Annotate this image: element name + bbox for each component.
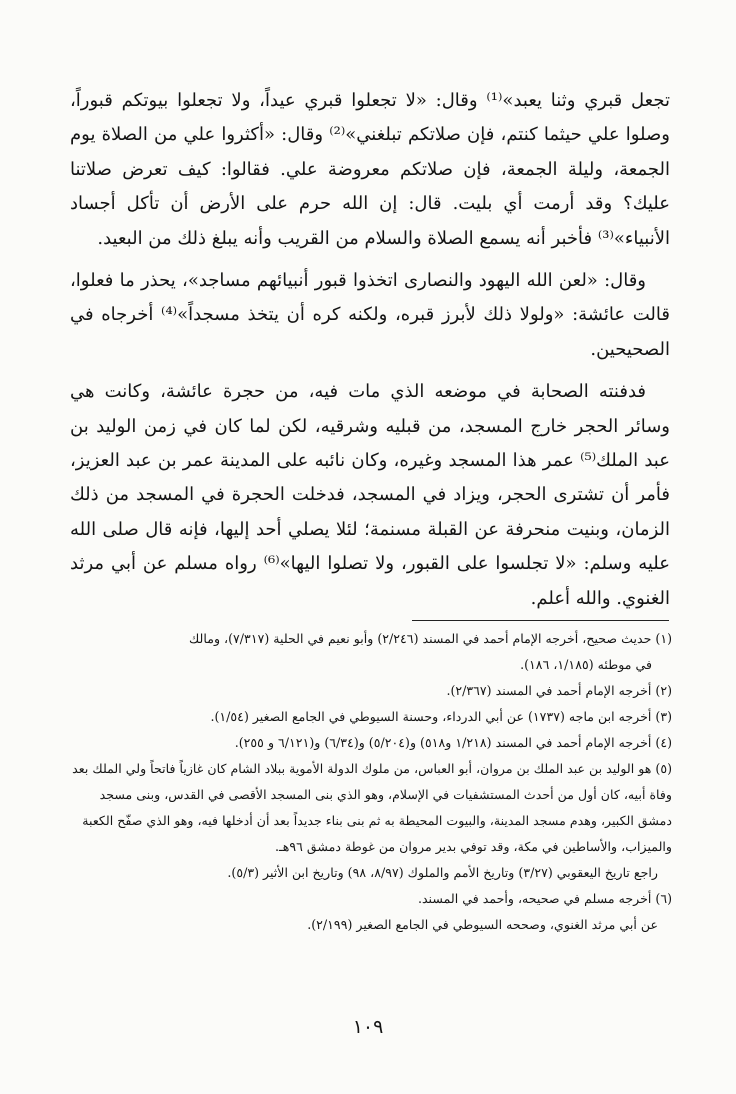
footnote-3: (٣) أخرجه ابن ماجه (١٧٣٧) عن أبي الدرداء، وحسنة السيوطي في الجامع الصغير (١/٥٤).	[210, 709, 672, 724]
footnote-5: (٥) هو الوليد بن عبد الملك بن مروان، أبو العباس، من ملوك الدولة الأموية ببلاد الشام كان غازياً فاتحاً ولي الملك بعد وفاة أبيه، كان أول من أحدث المستشفيات في الإسلام، وهو الذي بنى المسجد الأقصى في القدس، وبنى مسجد دمشق الكبير، وهدم مسجد المدينة، والبيوت المحيطة به ثم بنى بناء جديداً بعد أن أدخلها فيه، وهو الذي صفّح الكعبة والميزاب، والأساطين في مكة، وقد توفي بدير مروان من غوطة دمشق ٩٦هـ.	[72, 761, 672, 854]
main-text	[70, 84, 670, 616]
footnote-1-continued: في موطئه (١/١٨٥، ١٨٦).	[520, 657, 652, 672]
footnote-5-reference: راجع تاريخ اليعقوبي (٣/٢٧) وتاريخ الأمم والملوك (٨/٩٧، ٩٨) وتاريخ ابن الأثير (٥/٣).	[227, 865, 658, 880]
footnote-4: (٤) أخرجه الإمام أحمد في المسند (١/٢١٨ و٥١٨) و(٥/٢٠٤) و(٦/٣٤) و(٦/١٢١ و ٢٥٥).	[234, 735, 672, 750]
footnote-2: (٢) أخرجه الإمام أحمد في المسند (٢/٣٦٧).	[446, 683, 672, 698]
paragraph-2: وقال: «لعن الله اليهود والنصارى اتخذوا قبور أنبيائهم مساجد»، يحذر ما فعلوا، قالت عائشة: «ولولا ذلك لأبرز قبره، ولكنه كره أن يتخذ مسجداً»⁽⁴⁾ أخرجاه في الصحيحين.	[70, 270, 670, 360]
footnotes	[66, 626, 672, 938]
footnote-6-continued: عن أبي مرثد الغنوي، وصححه السيوطي في الجامع الصغير (٢/١٩٩).	[307, 917, 658, 932]
paragraph-3: فدفنته الصحابة في موضعه الذي مات فيه، من حجرة عائشة، وكانت هي وسائر الحجر خارج المسجد، من قبليه وشرقيه، لكن لما كان في زمن الوليد بن عبد الملك⁽⁵⁾ عمر هذا المسجد وغيره، وكان نائبه على المدينة عمر بن عبد العزيز، فأمر أن تشترى الحجر، ويزاد في المسجد، فدخلت الحجرة في المسجد من ذلك الزمان، وبنيت منحرفة عن القبلة مسنمة؛ لئلا يصلي أحد إليها، فإنه قال صلى الله عليه وسلم: «لا تجلسوا على القبور، ولا تصلوا اليها»⁽⁶⁾ رواه مسلم عن أبي مرثد الغنوي. والله أعلم.	[70, 381, 670, 609]
footnote-6: (٦) أخرجه مسلم في صحيحه، وأحمد في المسند.	[417, 891, 672, 906]
footnote-1: (١) حديث صحيح، أخرجه الإمام أحمد في المسند (٢/٢٤٦) وأبو نعيم في الحلية (٧/٣١٧)، ومالك	[188, 631, 672, 646]
paragraph-1: تجعل قبري وثنا يعبد»⁽¹⁾ وقال: «لا تجعلوا قبري عيداً، ولا تجعلوا بيوتكم قبوراً، وصلوا علي حيثما كنتم، فإن صلاتكم تبلغني»⁽²⁾ وقال: «أكثروا علي من الصلاة يوم الجمعة، وليلة الجمعة، فإن صلاتكم معروضة علي. فقالوا: كيف تعرض صلاتنا عليك؟ وقد أرمت أي بليت. قال: إن الله حرم على الأرض أن تأكل أجساد الأنبياء»⁽³⁾ فأخبر أنه يسمع الصلاة والسلام من القريب وأنه يبلغ ذلك من البعيد.	[70, 90, 670, 249]
footnote-separator	[412, 620, 669, 621]
page-number: ١٠٩	[352, 1016, 384, 1038]
